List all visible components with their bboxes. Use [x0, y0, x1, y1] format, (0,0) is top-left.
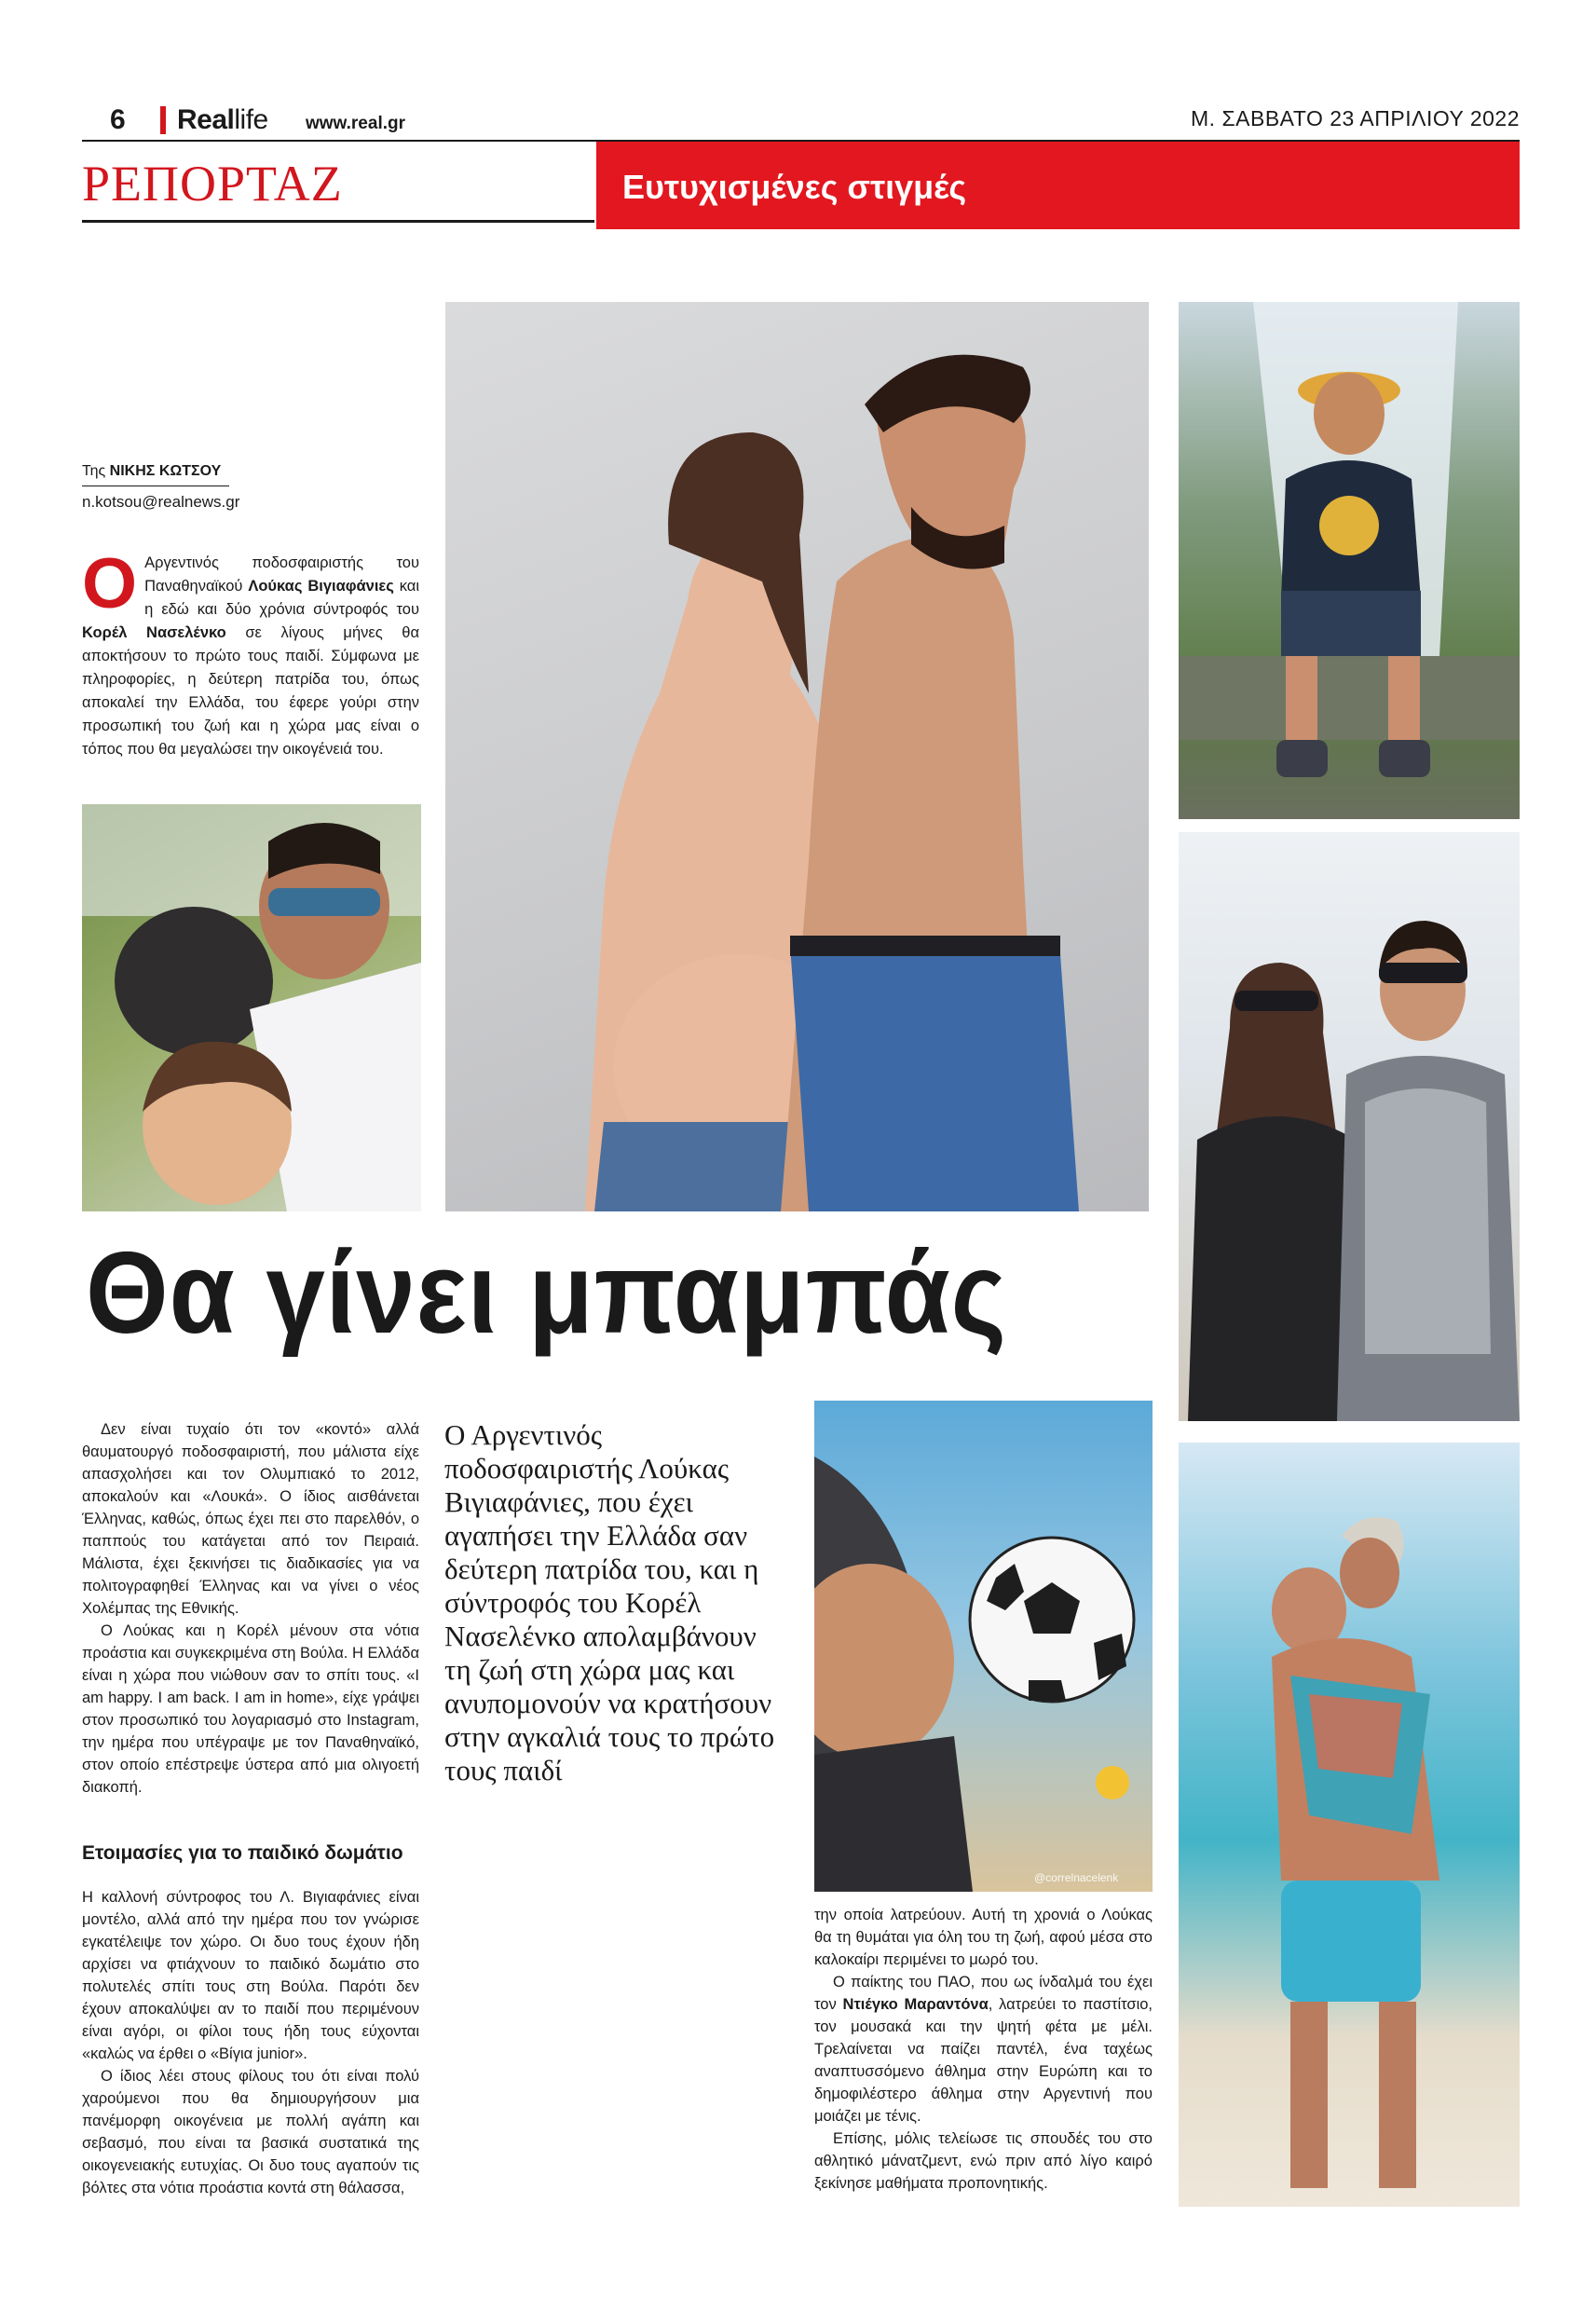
- photo-belly-with-football: [814, 1401, 1153, 1892]
- photo-credit: @correlnacelenk: [1034, 1871, 1119, 1884]
- column-1b-paragraph: Ο ίδιος λέει στους φίλους του ότι είναι πολύ χαρούμενοι που θα δημιουργήσουν μια πανέμορφη οικογένεια με πολλή αγάπη και σεβασμό, που είναι τα βασικά συστατικά της οικογενειακής ευτυχίας. Οι δυο τους αγαπούν τις βόλτες στα νότια προάστια κοντά στη θάλασσα,: [82, 2068, 419, 2196]
- photo-selfie-with-dog: [82, 804, 421, 1211]
- ball-illustration: [814, 1401, 1153, 1892]
- beach-illustration: [1179, 1443, 1520, 2207]
- column-3-name: Ντιέγκο Μαραντόνα: [842, 1996, 989, 2013]
- drop-cap: Ο: [82, 544, 138, 623]
- header-divider: [160, 106, 166, 134]
- page-number: 6: [110, 104, 126, 135]
- intro-text-3: σε λίγους μήνες θα αποκτήσουν το πρώτο τους παιδί. Σύμφωνα με πληροφορίες, η δεύτερη πατρίδα του, όπως αποκαλεί την Ελλάδα, του έφερε γούρι στην προσωπική του ζωή και η χώρα μας είναι ο τόπος που θα μεγαλώσει την οικογένειά του.: [82, 624, 419, 758]
- photo-main-pregnancy: [445, 302, 1149, 1211]
- intro-name-1: Λούκας Βιγιαφάνιες: [248, 578, 394, 595]
- column-3-paragraph: [814, 1971, 1153, 2127]
- column-1-paragraph: Δεν είναι τυχαίο ότι τον «κοντό» αλλά θαυματουργό ποδοσφαιριστή, που μάλιστα είχε απασχολήσει και τον Ολυμπιακό το 2012, αποκαλούν και «Λουκά». Ο ίδιος αισθάνεται Έλληνας, καθώς, όπως έχει πει στο παρελθόν, ο παππούς του κατάγεται από τον Πειραιά. Μάλιστα, έχει ξεκινήσει τις διαδικασίες για να πολιτογραφηθεί Έλληνας και να γίνει ο νέος Χολέμπας της Εθνικής.: [82, 1421, 419, 1617]
- intro-text-1: Αργεντινός ποδοσφαιριστής του Παναθηναϊκού: [144, 554, 419, 595]
- pull-quote: Ο Αργεντινός ποδοσφαιριστής Λούκας Βιγιαφάνιες, που έχει αγαπήσει την Ελλάδα σαν δεύτερη πατρίδα του, και η σύντροφός του Κορέλ Νασελένκο απολαμβάνουν τη ζωή στη χώρα μας και ανυπομονούν να κρατήσουν στην αγκαλιά τους το πρώτο τους παιδί: [444, 1418, 775, 1786]
- section-rule: [82, 220, 594, 223]
- issue-date: Μ. ΣΑΒΒΑΤΟ 23 ΑΠΡΙΛΙΟΥ 2022: [1191, 106, 1520, 130]
- waterfall-illustration: [1179, 302, 1520, 819]
- selfie-illustration: [82, 804, 421, 1211]
- column-1b-paragraph: Η καλλονή σύντροφος του Λ. Βιγιαφάνιες είναι μοντέλο, αλλά από την ημέρα που τον γνώρισε εγκατέλειψε τον χώρο. Οι δυο τους έχουν ήδη αρχίσει να φτιάχνουν το παιδικό δωμάτιο στο πολυτελές σπίτι τους στη Βούλα. Παρότι δεν έχουν αποκαλύψει αν το παιδί που περιμένουν είναι αγόρι, οι φίλοι τους ήδη τους εύχονται «καλώς να έρθει ο «Βίγια junior».: [82, 1889, 419, 2062]
- article-subhead: Ετοιμασίες για το παιδικό δωμάτιο: [82, 1842, 403, 1864]
- article-headline: Θα γίνει μπαμπάς: [86, 1229, 1007, 1358]
- photo-beach-embrace: [1179, 1443, 1520, 2207]
- intro-text-2: και η εδώ και δύο χρόνια σύντροφός του: [144, 578, 420, 618]
- column-3-paragraph: την οποία λατρεύουν. Αυτή τη χρονιά ο Λούκας θα τη θυμάται για όλη του τη ζωή, αφού μέσα στο καλοκαίρι περιμένει το μωρό του.: [814, 1907, 1153, 1968]
- couple-illustration: [1179, 832, 1520, 1421]
- red-banner-text: Ευτυχισμένες στιγμές: [622, 168, 967, 206]
- column-3-paragraph: Επίσης, μόλις τελείωσε τις σπουδές του στο αθλητικό μάνατζμεντ, ενώ πριν από λίγο καιρό ξεκίνησε μαθήματα προπονητικής.: [814, 2130, 1153, 2192]
- article-column-3: [814, 1904, 1153, 2195]
- intro-name-2: Κορέλ Νασελένκο: [82, 624, 226, 641]
- site-url: www.real.gr: [306, 114, 405, 133]
- section-title: ΡΕΠΟΡΤΑΖ: [82, 156, 343, 212]
- main-photo-illustration: [445, 302, 1149, 1211]
- byline: [82, 463, 221, 480]
- intro-paragraph: [82, 544, 420, 761]
- photo-waterfall-portrait: [1179, 302, 1520, 819]
- author-email[interactable]: n.kotsou@realnews.gr: [82, 493, 240, 511]
- column-1-paragraph: Ο Λούκας και η Κορέλ μένουν στα νότια προάστια και συγκεκριμένα στη Βούλα. Η Ελλάδα είναι η χώρα που νιώθουν σαν το σπίτι τους. «I am happy. I am back. I am in home», είχε γράψει στον προσωπικό του λογαριασμό στο Instagram, την ημέρα που υπέγραψε με τον Παναθηναϊκό, στον οποίο επέστρεψε ύστερα από μια ολιγοετή διακοπή.: [82, 1622, 419, 1796]
- photo-couple-portrait: [1179, 832, 1520, 1421]
- byline-author: ΝΙΚΗΣ ΚΩΤΣΟΥ: [109, 463, 222, 479]
- column-3-text: , λατρεύει το παστίτσιο, τον μουσακά και την ψητή φέτα με μέλι. Τρελαίνεται να παίζει παντέλ, ένα ταχέως αναπτυσσόμενο άθλημα στην Ευρώπη και το δημοφιλέστερο άθλημα στην Αργεντινή που μοιάζει με τένις.: [814, 1996, 1153, 2125]
- article-column-1b: [82, 1886, 419, 2199]
- brand-bold: Real: [177, 104, 235, 135]
- byline-prefix: Της: [82, 463, 110, 479]
- brand-light: life: [234, 104, 268, 135]
- brand-logo: [177, 104, 268, 136]
- article-column-1: [82, 1418, 419, 1799]
- column-3-text: Ο παίκτης του ΠΑΟ, που ως ίνδαλμά του έχει τον: [814, 1974, 1153, 2013]
